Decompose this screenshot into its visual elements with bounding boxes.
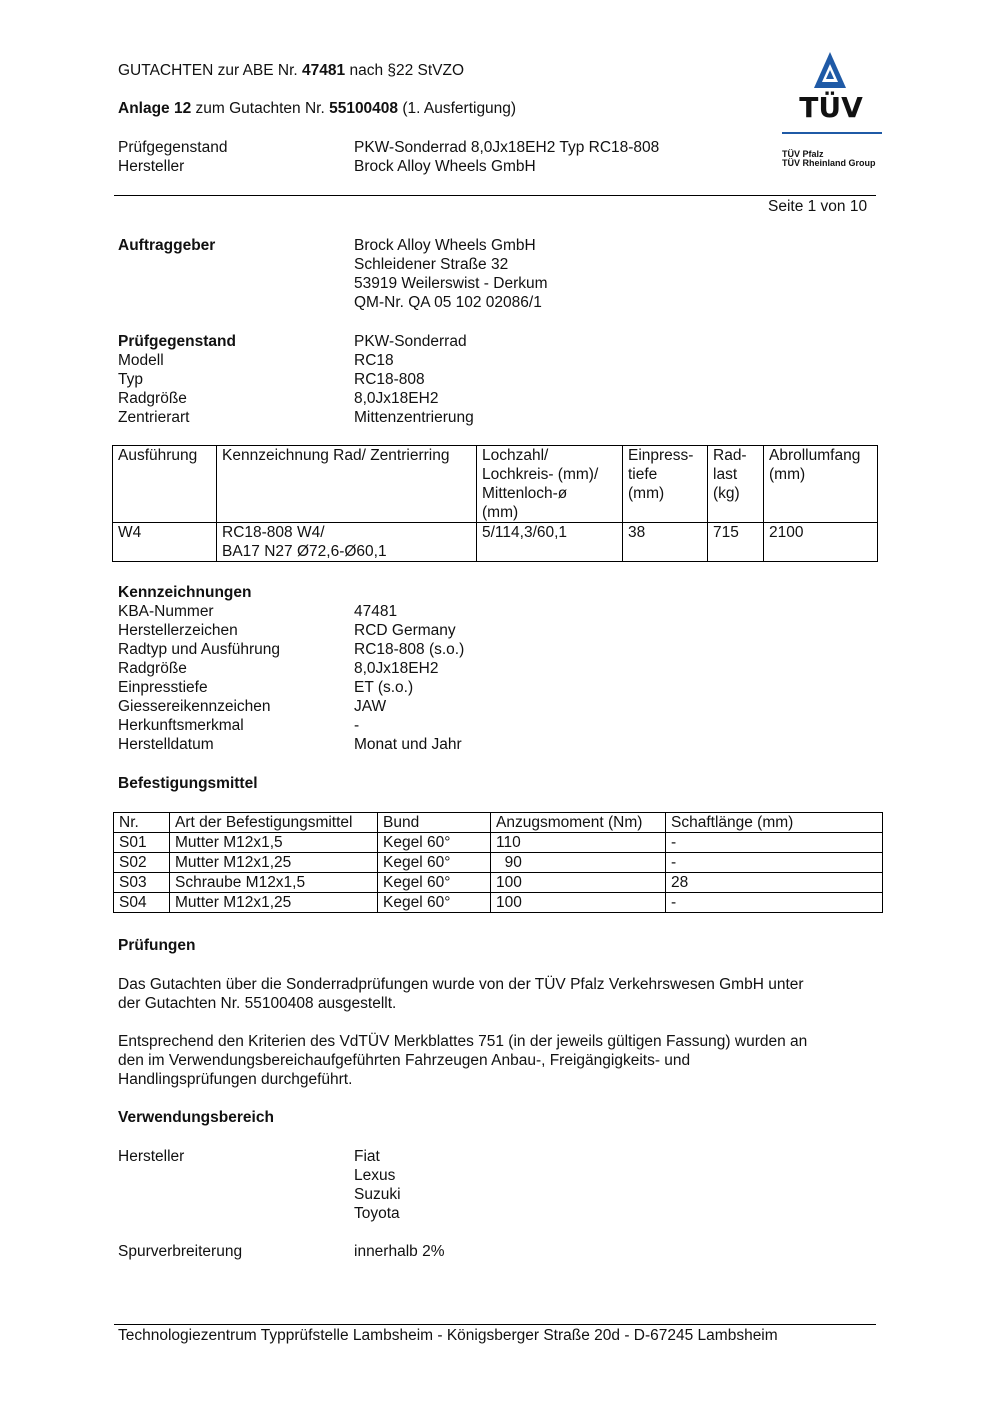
- abe-suffix: nach §22 StVZO: [345, 62, 465, 79]
- b-cell: S04: [114, 893, 170, 913]
- b-cell: 100: [491, 893, 666, 913]
- hersteller-lexus: Lexus: [354, 1167, 396, 1184]
- header-divider: [114, 195, 876, 196]
- pruefungen-title: Prüfungen: [118, 937, 196, 954]
- th-radlast-l2: last: [713, 466, 738, 483]
- kennzeichnungen-title: Kennzeichnungen: [118, 584, 252, 601]
- verwendung-title: Verwendungsbereich: [118, 1109, 274, 1126]
- b-cell: Kegel 60°: [378, 873, 491, 893]
- kz-value-7: Monat und Jahr: [354, 736, 462, 753]
- th-lochzahl-l2: Lochkreis- (mm)/: [482, 466, 599, 483]
- auftraggeber-line-4: QM-Nr. QA 05 102 02086/1: [354, 294, 542, 311]
- pruefungen-p2-l1: Entsprechend den Kriterien des VdTÜV Merkblattes 751 (in der jeweils gültigen Fassung) wurden an: [118, 1033, 808, 1050]
- b-cell: S01: [114, 833, 170, 853]
- b-cell: Schraube M12x1,5: [170, 873, 378, 893]
- bh-bund: Bund: [378, 813, 491, 833]
- logo-sub-2: TÜV Rheinland Group: [782, 158, 876, 168]
- b-cell: Kegel 60°: [378, 853, 491, 873]
- kz-value-1: RCD Germany: [354, 622, 456, 639]
- ausfertigung: (1. Ausfertigung): [398, 100, 517, 117]
- header-hersteller-label: Hersteller: [118, 158, 185, 175]
- pruefungen-p2-l2: den im Verwendungsbereichaufgeführten Fahrzeugen Anbau-, Freigängigkeits- und: [118, 1052, 691, 1069]
- cell-ausfuehrung: W4: [113, 523, 217, 562]
- logo-text: TÜV: [799, 91, 863, 124]
- th-einpress-l3: (mm): [628, 485, 665, 502]
- kz-label-5: Giessereikennzeichen: [118, 698, 271, 715]
- cell-kennzeichnung-l1: RC18-808 W4/: [222, 524, 325, 541]
- cell-radlast: 715: [708, 523, 764, 562]
- befestigung-header-row: [114, 813, 883, 833]
- kz-label-2: Radtyp und Ausführung: [118, 641, 281, 658]
- kz-value-0: 47481: [354, 603, 398, 620]
- bh-anzug: Anzugsmoment (Nm): [491, 813, 666, 833]
- tuev-logo: [778, 48, 888, 173]
- b-cell: -: [666, 853, 883, 873]
- logo-sub-1: TÜV Pfalz: [782, 149, 824, 159]
- table-row: [114, 893, 883, 913]
- pg-label-2: Typ: [118, 371, 143, 388]
- b-cell: Kegel 60°: [378, 893, 491, 913]
- b-cell: Mutter M12x1,25: [170, 853, 378, 873]
- b-cell: S02: [114, 853, 170, 873]
- th-lochzahl-l1: Lochzahl/: [482, 447, 549, 464]
- th-lochzahl-l4: (mm): [482, 504, 519, 521]
- abe-prefix: GUTACHTEN zur ABE Nr.: [118, 62, 303, 79]
- th-lochzahl-l3: Mittenloch-ø: [482, 485, 568, 502]
- hersteller-suzuki: Suzuki: [354, 1186, 401, 1203]
- b-cell: 110: [491, 833, 666, 853]
- gutachten-number: 55100408: [329, 100, 399, 117]
- footer-text: Technologiezentrum Typprüfstelle Lambsheim - Königsberger Straße 20d - D-67245 Lambsheim: [118, 1327, 778, 1344]
- anlage-label: Anlage 12: [118, 100, 192, 117]
- auftraggeber-line-3: 53919 Weilerswist - Derkum: [354, 275, 548, 292]
- cell-abrollumfang: 2100: [764, 523, 878, 562]
- header-pruefgegenstand-label: Prüfgegenstand: [118, 139, 228, 156]
- kz-label-1: Herstellerzeichen: [118, 622, 238, 639]
- table-row: [114, 833, 883, 853]
- th-einpress-l2: tiefe: [628, 466, 658, 483]
- spur-value: innerhalb 2%: [354, 1243, 445, 1260]
- auftraggeber-label: Auftraggeber: [118, 237, 216, 254]
- bh-schaft: Schaftlänge (mm): [666, 813, 883, 833]
- kz-value-4: ET (s.o.): [354, 679, 414, 696]
- pruefungen-p1-l2: der Gutachten Nr. 55100408 ausgestellt.: [118, 995, 397, 1012]
- kz-value-3: 8,0Jx18EH2: [354, 660, 439, 677]
- pg-value-4: Mittenzentrierung: [354, 409, 474, 426]
- befestigung-table: [113, 812, 883, 913]
- kz-label-7: Herstelldatum: [118, 736, 214, 753]
- b-cell: 100: [491, 873, 666, 893]
- bh-art: Art der Befestigungsmittel: [170, 813, 378, 833]
- abe-number: 47481: [302, 62, 346, 79]
- th-abrollumfang: [764, 446, 878, 523]
- table-header-row: [113, 446, 878, 523]
- cell-kennzeichnung: [217, 523, 477, 562]
- th-einpresstiefe: [623, 446, 708, 523]
- kz-value-6: -: [354, 717, 360, 734]
- pg-value-1: RC18: [354, 352, 394, 369]
- th-radlast-l3: (kg): [713, 485, 740, 502]
- ausfuehrung-table: [112, 445, 878, 562]
- spur-label: Spurverbreiterung: [118, 1243, 243, 1260]
- kz-value-5: JAW: [354, 698, 387, 715]
- header-line-2: [118, 99, 516, 118]
- kz-label-0: KBA-Nummer: [118, 603, 214, 620]
- bh-nr: Nr.: [114, 813, 170, 833]
- pg-label-4: Zentrierart: [118, 409, 190, 426]
- b-cell: Kegel 60°: [378, 833, 491, 853]
- table-row: [113, 523, 878, 562]
- cell-kennzeichnung-l2: BA17 N27 Ø72,6-Ø60,1: [222, 543, 387, 560]
- th-radlast: [708, 446, 764, 523]
- table-row: [114, 873, 883, 893]
- b-cell: -: [666, 833, 883, 853]
- b-cell: -: [666, 893, 883, 913]
- pg-label-1: Modell: [118, 352, 164, 369]
- pg-value-2: RC18-808: [354, 371, 425, 388]
- footer-divider: [114, 1324, 876, 1325]
- pg-value-0: PKW-Sonderrad: [354, 333, 467, 350]
- b-cell: 28: [666, 873, 883, 893]
- th-abroll-l1: Abrollumfang: [769, 447, 861, 464]
- b-cell: S03: [114, 873, 170, 893]
- hersteller-fiat: Fiat: [354, 1148, 380, 1165]
- cell-einpresstiefe: 38: [623, 523, 708, 562]
- b-cell: Mutter M12x1,25: [170, 893, 378, 913]
- header-hersteller-value: Brock Alloy Wheels GmbH: [354, 158, 536, 175]
- anlage-mid: zum Gutachten Nr.: [191, 100, 330, 117]
- pg-value-3: 8,0Jx18EH2: [354, 390, 439, 407]
- th-einpress-l1: Einpress-: [628, 447, 694, 464]
- cell-lochzahl: 5/114,3/60,1: [477, 523, 623, 562]
- kz-label-4: Einpresstiefe: [118, 679, 208, 696]
- header-pruefgegenstand-value: PKW-Sonderrad 8,0Jx18EH2 Typ RC18-808: [354, 139, 660, 156]
- befestigung-title: Befestigungsmittel: [118, 775, 258, 792]
- kz-label-6: Herkunftsmerkmal: [118, 717, 244, 734]
- th-ausfuehrung: Ausführung: [113, 446, 217, 523]
- pruefungen-p1-l1: Das Gutachten über die Sonderradprüfungen wurde von der TÜV Pfalz Verkehrswesen GmbH unter: [118, 976, 804, 993]
- b-cell: Mutter M12x1,5: [170, 833, 378, 853]
- pg-label-3: Radgröße: [118, 390, 187, 407]
- verwendung-hersteller-label: Hersteller: [118, 1148, 185, 1165]
- page-number: Seite 1 von 10: [768, 198, 868, 215]
- th-lochzahl: [477, 446, 623, 523]
- kz-label-3: Radgröße: [118, 660, 187, 677]
- table-row: [114, 853, 883, 873]
- th-kennzeichnung: Kennzeichnung Rad/ Zentrierring: [217, 446, 477, 523]
- pg-label-0: Prüfgegenstand: [118, 333, 236, 350]
- header-line-1: [118, 61, 464, 80]
- hersteller-toyota: Toyota: [354, 1205, 400, 1222]
- b-cell: 90: [491, 853, 666, 873]
- th-radlast-l1: Rad-: [713, 447, 747, 464]
- kz-value-2: RC18-808 (s.o.): [354, 641, 465, 658]
- pruefungen-p2-l3: Handlingsprüfungen durchgeführt.: [118, 1071, 353, 1088]
- auftraggeber-line-1: Brock Alloy Wheels GmbH: [354, 237, 536, 254]
- auftraggeber-line-2: Schleidener Straße 32: [354, 256, 509, 273]
- th-abroll-l2: (mm): [769, 466, 806, 483]
